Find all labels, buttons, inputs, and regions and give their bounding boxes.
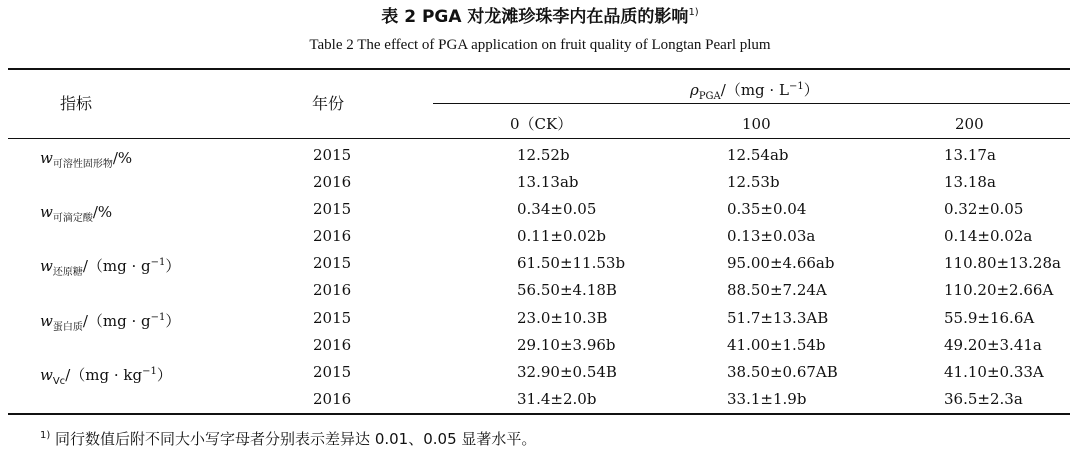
table-header-rule bbox=[8, 138, 1070, 139]
table-cell: 12.53b bbox=[727, 173, 780, 191]
header-concentration bbox=[690, 77, 819, 107]
indicator-unit: /% bbox=[112, 149, 133, 167]
table-cell: 31.4±2.0b bbox=[517, 390, 597, 408]
table-cell: 41.10±0.33A bbox=[944, 363, 1044, 381]
indicator-symbol: w bbox=[40, 203, 53, 221]
table-cell: 56.50±4.18B bbox=[517, 281, 617, 299]
table-title-cn bbox=[0, 2, 1080, 28]
conc-unit: /（mg · L bbox=[720, 81, 789, 99]
table-cell: 23.0±10.3B bbox=[517, 309, 608, 327]
table-footnote bbox=[40, 426, 536, 449]
table-cell: 0.11±0.02b bbox=[517, 227, 606, 245]
row-year: 2016 bbox=[313, 390, 352, 408]
footnote-mark: 1) bbox=[40, 430, 51, 441]
table-cell: 49.20±3.41a bbox=[944, 336, 1042, 354]
footnote-text: 同行数值后附不同大小写字母者分别表示差异达 0.01、0.05 显著水平。 bbox=[55, 430, 537, 448]
table-cell: 36.5±2.3a bbox=[944, 390, 1023, 408]
table-cell: 0.14±0.02a bbox=[944, 227, 1033, 245]
table-cell: 0.34±0.05 bbox=[517, 200, 597, 218]
table-cell: 13.18a bbox=[944, 173, 996, 191]
table-title-cn-text: 表 2 PGA 对龙滩珍珠李内在品质的影响 bbox=[381, 7, 689, 27]
header-indicator: 指标 bbox=[60, 94, 93, 113]
row-year: 2015 bbox=[313, 363, 352, 381]
table-cell: 12.52b bbox=[517, 146, 570, 164]
row-indicator bbox=[40, 199, 112, 229]
indicator-unit: /（mg · kg bbox=[65, 366, 143, 384]
rho-subscript: PGA bbox=[698, 91, 721, 102]
header-level-0: 0（CK） bbox=[510, 115, 573, 133]
row-year: 2015 bbox=[313, 146, 352, 164]
indicator-name: Vc bbox=[52, 376, 66, 387]
conc-unit-exp: −1 bbox=[788, 81, 804, 92]
header-level-100: 100 bbox=[742, 115, 771, 133]
table-cell: 0.35±0.04 bbox=[727, 200, 807, 218]
row-year: 2016 bbox=[313, 336, 352, 354]
table-cell: 13.13ab bbox=[517, 173, 579, 191]
indicator-symbol: w bbox=[40, 149, 53, 167]
indicator-unit-exp: −1 bbox=[150, 312, 166, 323]
indicator-name: 还原糖 bbox=[52, 267, 83, 278]
table-cell: 32.90±0.54B bbox=[517, 363, 617, 381]
indicator-symbol: w bbox=[40, 257, 53, 275]
table-cell: 33.1±1.9b bbox=[727, 390, 807, 408]
table-cell: 95.00±4.66ab bbox=[727, 254, 835, 272]
table-cell: 41.00±1.54b bbox=[727, 336, 826, 354]
row-indicator bbox=[40, 145, 132, 175]
indicator-unit-close: ） bbox=[156, 366, 172, 384]
row-year: 2015 bbox=[313, 309, 352, 327]
row-year: 2016 bbox=[313, 173, 352, 191]
table-cell: 0.32±0.05 bbox=[944, 200, 1024, 218]
indicator-symbol: w bbox=[40, 312, 53, 330]
row-indicator bbox=[40, 253, 180, 283]
table-cell: 51.7±13.3AB bbox=[727, 309, 829, 327]
table-cell: 38.50±0.67AB bbox=[727, 363, 838, 381]
title-note-mark: 1) bbox=[688, 7, 699, 18]
row-year: 2016 bbox=[313, 227, 352, 245]
indicator-unit: /（mg · g bbox=[82, 312, 151, 330]
row-year: 2016 bbox=[313, 281, 352, 299]
header-level-200: 200 bbox=[955, 115, 984, 133]
table-cell: 12.54ab bbox=[727, 146, 789, 164]
indicator-name: 可溶性固形物 bbox=[52, 159, 113, 170]
table-cell: 88.50±7.24A bbox=[727, 281, 827, 299]
row-year: 2015 bbox=[313, 254, 352, 272]
indicator-unit-close: ） bbox=[165, 257, 181, 275]
indicator-name: 可滴定酸 bbox=[52, 213, 93, 224]
table-cell: 13.17a bbox=[944, 146, 996, 164]
rho-symbol: ρ bbox=[690, 81, 699, 99]
indicator-unit: /% bbox=[92, 203, 113, 221]
table-top-rule bbox=[8, 68, 1070, 70]
indicator-unit-close: ） bbox=[165, 312, 181, 330]
indicator-name: 蛋白质 bbox=[52, 322, 83, 333]
indicator-symbol: w bbox=[40, 366, 53, 384]
table-title-en: Table 2 The effect of PGA application on fruit quality of Longtan Pearl plum bbox=[309, 37, 771, 53]
table-cell: 61.50±11.53b bbox=[517, 254, 626, 272]
table-cell: 110.20±2.66A bbox=[944, 281, 1054, 299]
row-indicator bbox=[40, 308, 180, 338]
indicator-unit-exp: −1 bbox=[150, 257, 166, 268]
header-year: 年份 bbox=[312, 94, 345, 113]
table-cell: 55.9±16.6A bbox=[944, 309, 1035, 327]
row-indicator bbox=[40, 362, 172, 392]
table-cell: 29.10±3.96b bbox=[517, 336, 616, 354]
indicator-unit: /（mg · g bbox=[82, 257, 151, 275]
table-cell: 110.80±13.28a bbox=[944, 254, 1061, 272]
indicator-unit-exp: −1 bbox=[142, 366, 157, 377]
table-bottom-rule bbox=[8, 413, 1070, 415]
conc-unit-close: ） bbox=[803, 81, 819, 99]
table-cell: 0.13±0.03a bbox=[727, 227, 816, 245]
row-year: 2015 bbox=[313, 200, 352, 218]
